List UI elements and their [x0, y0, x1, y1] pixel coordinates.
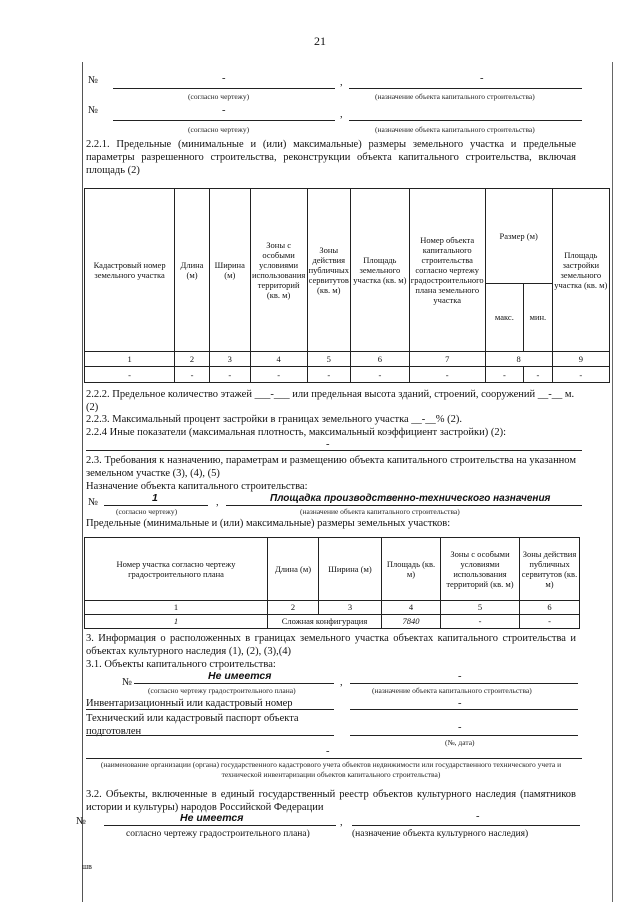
th-max: макс. [485, 284, 523, 351]
table-cell: - [307, 367, 350, 383]
underline [349, 88, 582, 89]
dash-value: - [480, 73, 484, 84]
col-number: 4 [250, 351, 307, 367]
plot-number-cell: 1 [85, 614, 268, 628]
underline [86, 758, 582, 759]
underline [349, 120, 582, 121]
th-length: Длина (м) [268, 538, 319, 601]
dash-value: - [458, 698, 462, 709]
underline [113, 120, 335, 121]
table-cell: - [85, 367, 175, 383]
th-special-zones: Зоны с особыми условиями использования территорий (кв. м) [441, 538, 520, 601]
comma: , [340, 817, 343, 828]
col-number: 3 [209, 351, 250, 367]
heritage-not-available: Не имеется [180, 812, 244, 824]
col-number: 8 [485, 351, 552, 367]
limits-heading: Предельные (минимальные и (или) максимальные) размеры земельных участков: [86, 518, 451, 529]
th-object-number: Номер объекта капитального строительства согласно чертежу градостроительного плана земельного участка [409, 189, 485, 352]
table-cell: - [250, 367, 307, 383]
section-2-3: 2.3. Требования к назначению, параметрам и размещению объекта капитального строительства на указанном земельном участке (3), (4), (5) [86, 455, 576, 479]
col-number: 5 [441, 600, 520, 614]
table-cell: - [520, 614, 580, 628]
margin-mark: шв [82, 862, 92, 871]
caption: (назначение объекта капитального строительства) [375, 125, 535, 134]
th-cadastral: Кадастровый номер земельного участка [85, 189, 175, 352]
section-3-1: 3.1. Объекты капитального строительства: [86, 659, 276, 670]
col-number: 7 [409, 351, 485, 367]
object-not-available: Не имеется [208, 670, 272, 682]
caption: (назначение объекта культурного наследия) [352, 829, 529, 839]
caption: (назначение объекта капитального строительства) [300, 507, 460, 516]
th-special-zones: Зоны с особыми условиями использования территорий (кв. м) [250, 189, 307, 352]
purpose-heading: Назначение объекта капитального строительства: [86, 481, 308, 492]
th-size: Размер (м) [485, 189, 552, 284]
underline [104, 505, 208, 506]
th-area: Площадь (кв. м) [382, 538, 441, 601]
section-2-2-1: 2.2.1. Предельные (минимальные и (или) максимальные) размеры земельного участка и предельные параметры разрешенного строительства, реконструкции объекта капитального строительства, включая площадь (2) [86, 139, 576, 176]
underline [86, 735, 334, 736]
underline [352, 825, 580, 826]
caption: (согласно чертежу) [188, 125, 250, 134]
no-label: № [122, 677, 133, 688]
comma: , [340, 77, 343, 88]
col-number: 1 [85, 351, 175, 367]
table-cell: - [485, 367, 523, 383]
comma: , [340, 677, 343, 688]
configuration-cell: Сложная конфигурация [268, 614, 382, 628]
table-cell: - [209, 367, 250, 383]
underline [86, 709, 334, 710]
col-number: 3 [319, 600, 382, 614]
object-number: 1 [152, 492, 158, 504]
caption: (№, дата) [445, 738, 475, 747]
right-margin-line [612, 62, 613, 902]
table-cell: - [409, 367, 485, 383]
caption: (согласно чертежу) [116, 507, 178, 516]
underline [104, 825, 336, 826]
dash-value: - [476, 811, 480, 822]
col-number: 5 [307, 351, 350, 367]
section-3-2: 3.2. Объекты, включенные в единый государственный реестр объектов культурного наследия (памятников истории и культуры) народов Российской Федерации [86, 789, 576, 813]
underline [350, 683, 578, 684]
table-cell: - [441, 614, 520, 628]
caption: (согласно чертежу) [188, 92, 250, 101]
caption: (назначение объекта капитального строительства) [375, 92, 535, 101]
col-number: 1 [85, 600, 268, 614]
th-built-area: Площадь застройки земельного участка (кв. м) [552, 189, 609, 352]
th-area: Площадь земельного участка (кв. м) [350, 189, 409, 352]
col-number: 6 [520, 600, 580, 614]
section-2-2-3: 2.2.3. Максимальный процент застройки в границах земельного участка __-__% (2). [86, 414, 463, 425]
table-parameters [84, 188, 610, 383]
col-number: 6 [350, 351, 409, 367]
comma: , [340, 109, 343, 120]
underline [226, 505, 582, 506]
th-servitudes: Зоны действия публичных сервитутов (кв. м) [307, 189, 350, 352]
th-plot-number: Номер участка согласно чертежу градостроительного плана [85, 538, 268, 601]
page-number: 21 [314, 34, 326, 48]
underline [350, 709, 578, 710]
section-2-2-2: 2.2.2. Предельное количество этажей ___-___ или предельная высота зданий, строений, сооружений __-__ м. (2) [86, 389, 575, 413]
caption: согласно чертежу градостроительного плана) [126, 829, 310, 839]
th-width: Ширина (м) [319, 538, 382, 601]
dash-value: - [458, 722, 462, 733]
col-number: 2 [268, 600, 319, 614]
th-servitudes: Зоны действия публичных сервитутов (кв. м) [520, 538, 580, 601]
table-cell: - [524, 367, 553, 383]
area-cell: 7840 [382, 614, 441, 628]
comma: , [216, 497, 219, 508]
section-2-2-4: 2.2.4 Иные показатели (максимальная плотность, максимальный коэффициент застройки) (2): [86, 427, 507, 438]
col-number: 9 [552, 351, 609, 367]
underline [134, 683, 334, 684]
underline [350, 735, 578, 736]
caption: (согласно чертежу градостроительного плана) [148, 686, 296, 695]
dash-value: - [458, 671, 462, 682]
inventory-label: Инвентаризационный или кадастровый номер [86, 698, 293, 709]
dash-value: - [326, 439, 330, 450]
no-label: № [88, 105, 99, 116]
object-purpose: Площадка производственно-технического назначения [270, 493, 551, 504]
th-width: Ширина (м) [209, 189, 250, 352]
dash-value: - [326, 746, 330, 757]
th-min: мин. [524, 284, 553, 351]
no-label: № [88, 75, 99, 86]
col-number: 2 [175, 351, 210, 367]
passport-label: Технический или кадастровый паспорт объекта подготовлен [86, 713, 299, 737]
org-caption: (наименование организации (органа) государственного кадастрового учета объектов недвижимости или государственного технического учета и технической инвентаризации объектов капитального строительства) [100, 760, 562, 779]
caption: (назначение объекта капитального строительства) [372, 686, 532, 695]
no-label: № [88, 497, 99, 508]
dash-value: - [222, 73, 226, 84]
th-length: Длина (м) [175, 189, 210, 352]
dash-value: - [222, 105, 226, 116]
underline [113, 88, 335, 89]
col-number: 4 [382, 600, 441, 614]
table-land-sizes [84, 537, 580, 629]
no-label: № [76, 816, 87, 827]
left-margin-line [82, 62, 83, 902]
table-cell: - [350, 367, 409, 383]
table-cell: - [552, 367, 609, 383]
underline [86, 450, 582, 451]
section-3: 3. Информация о расположенных в границах земельного участка объектах капитального строительства и объектах культурного наследия (1), (2), (3),(4) [86, 633, 576, 657]
table-cell: - [175, 367, 210, 383]
